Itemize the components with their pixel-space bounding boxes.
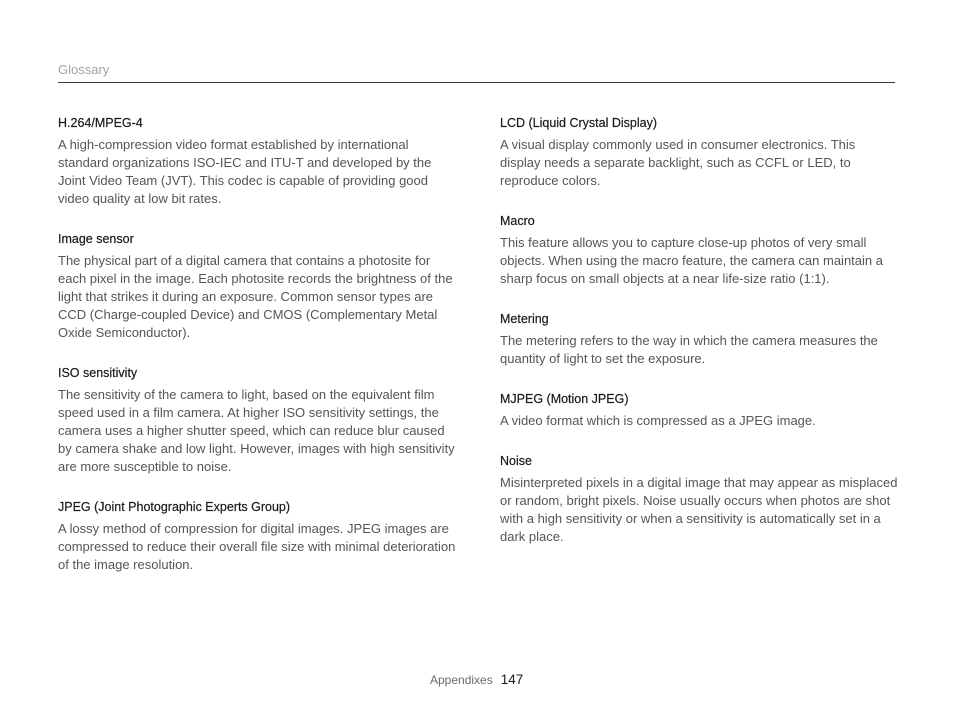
header-divider (58, 82, 895, 83)
glossary-term: JPEG (Joint Photographic Experts Group) (58, 500, 291, 514)
glossary-entry (500, 390, 898, 430)
glossary-term: Image sensor (58, 232, 134, 246)
glossary-term: Macro (500, 214, 535, 228)
glossary-entry (58, 498, 458, 574)
glossary-definition: The metering refers to the way in which the camera measures the quantity of light to set the exposure. (500, 333, 878, 366)
glossary-entry (500, 212, 898, 288)
glossary-column-right (500, 114, 898, 568)
glossary-term: LCD (Liquid Crystal Display) (500, 116, 657, 130)
glossary-term: ISO sensitivity (58, 366, 138, 380)
glossary-definition: A high-compression video format established by international standard organizations ISO-IEC and ITU-T and developed by the Joint Video Team (JVT). This codec is capable of providing good video quality at low bit rates. (58, 137, 432, 206)
glossary-definition: The physical part of a digital camera that contains a photosite for each pixel in the image. Each photosite records the brightness of the light that strikes it during an exposure. Common sensor types are CCD (Charge-coupled Device) and CMOS (Complementary Metal Oxide Semiconductor). (58, 253, 453, 340)
glossary-entry (58, 114, 458, 208)
glossary-entry (500, 452, 898, 546)
footer-section-label: Appendixes (430, 673, 493, 687)
glossary-definition: A visual display commonly used in consumer electronics. This display needs a separate backlight, such as CCFL or LED, to reproduce colors. (500, 137, 856, 188)
glossary-entry (58, 364, 458, 476)
glossary-definition: A video format which is compressed as a JPEG image. (500, 413, 816, 428)
page-footer (430, 672, 523, 687)
glossary-entry (500, 114, 898, 190)
glossary-entry (58, 230, 458, 342)
glossary-definition: A lossy method of compression for digital images. JPEG images are compressed to reduce their overall file size with minimal deterioration of the image resolution. (58, 521, 456, 572)
glossary-term: MJPEG (Motion JPEG) (500, 392, 629, 406)
glossary-definition: Misinterpreted pixels in a digital image that may appear as misplaced or random, bright pixels. Noise usually occurs when photos are shot with a high sensitivity or when a sensitivity is automatically set in a dark place. (500, 475, 898, 544)
glossary-term: Metering (500, 312, 549, 326)
glossary-term: Noise (500, 454, 532, 468)
glossary-column-left (58, 114, 458, 596)
glossary-term: H.264/MPEG-4 (58, 116, 143, 130)
glossary-definition: This feature allows you to capture close-up photos of very small objects. When using the macro feature, the camera can maintain a sharp focus on small objects at a near life-size ratio (1:1). (500, 235, 883, 286)
glossary-definition: The sensitivity of the camera to light, based on the equivalent film speed used in a film camera. At higher ISO sensitivity settings, the camera uses a higher shutter speed, which can reduce blur caused by camera shake and low light. However, images with high sensitivity are more susceptible to noise. (58, 387, 455, 474)
page-number: 147 (500, 672, 524, 687)
glossary-entry (500, 310, 898, 368)
section-title: Glossary (58, 62, 110, 77)
